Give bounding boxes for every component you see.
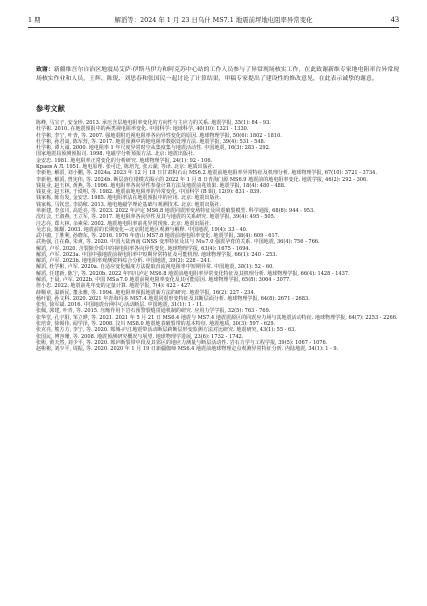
reference-entry: 薛顺章, 温新民, 董永雅, 等. 1994. 地电阻率预报地震新方法的研究. 地震学报, 16(2): 227 - 234. xyxy=(36,289,256,296)
reference-entry: 李新艳, 解滔, 曾宪伟, 等. 2024b. 断层溶位错模式揭示的 2022 年 1 月 8 日青海门源 MS6.9 地震前的地电阻率变化. 地震学报, 46(2): 292 - 306. xyxy=(36,176,368,183)
reference-entry: 李新艳, 解滔, 刘小鹏, 等. 2024a. 2023 年 12 月 18 日甘肃积石山 MS6.2 地震前地电阻率异常特征及机理分析. 地球物理学报, 67(10): 3721 - 3734. xyxy=(36,170,378,177)
acknowledgement-label: 致谢： xyxy=(36,66,54,73)
reference-entry: 钱家栋, 马钦忠, 李劭秾. 2013. 地电地磁学理论基础与观测技术. 北京: 地震出版社. xyxy=(36,201,222,208)
reference-entry: 张华堂, 孔宇阳, 邹立晔, 等. 2021. 2021 年 5 月 21 日 MS6.4 地震与 MS7.4 地震震源区的同震应力场与其地震活动特征. 地球物理学报, 64(7): 2253 - 2266. xyxy=(36,314,398,321)
reference-list xyxy=(36,120,399,352)
reference-entry: 解滔, 杜学彬, 卢军. 2020a. 自适应变化幅度方法提取直流视电阻率中短期异常. 中国地震, 38(1): 52 - 60. xyxy=(36,264,274,271)
reference-entry: 汪志亮, 郑大林, 余素荣. 2002. 地震地电阻率前兆异常现象. 北京: 地震出版社. xyxy=(36,220,212,227)
reference-entry: 吴忠良, 陈顒. 2003. 地震前的长期变化—北京附近地区观测与解释. 中国地震, 19(4): 33 - 40. xyxy=(36,226,248,233)
reference-entry: 解滔, 于晨, 卢军. 2022b. 中国 MS≥7.0 地震前视电阻率变化及其可能原因. 地球物理学报, 65(8): 3064 - 3077. xyxy=(36,277,291,284)
reference-entry: 解滔, 任建新, 陈宁, 等. 2020b. 2022 年四川泸定 MS6.8 地震前地电阻率异常变化特征及其机理分析. 地球物理学报, 66(4): 1428 - 1437. xyxy=(36,270,350,277)
page-header xyxy=(28,10,399,28)
reference-entry: 杜学彬, 孙君嵩, 陈军营, 等. 2017. 地震预测中的地电阻率数据处理方法. 地震学报, 39(4): 531 - 548. xyxy=(36,138,266,145)
reference-entry: 沈红会, 王淑燕, 王立军, 等. 2017. 地电阻率各向异性及其与地震的关系研究. 地震学报, 39(4): 495 - 505. xyxy=(36,214,276,221)
reference-entry: 杨叶银, 孙文科. 2020. 2021 年青海玛多 MS7.4 地震同震形变特征及其断层面分析. 地球物理学报, 64(8): 2671 - 2683. xyxy=(36,295,310,302)
reference-entry: 解滔, 卢军. 2020. 含裂隙介质中的视电阻率各向异性变化. 地球物理学报, 63(4): 1675 - 1694. xyxy=(36,245,251,252)
reference-entry: Крaев A Л. 1951. 地电原理. 张可迁, 陈培光, 张云湖, 等译. 北京: 地质出版社. xyxy=(36,163,215,170)
reference-entry: 张克亮, 熊方方, 李宁, 等. 2020. 郯城-庐江地震带活动断层跨断层形变监测方法对比研究. 地震研究, 43(1): 55 - 63. xyxy=(36,327,296,334)
page-number: 43 xyxy=(390,15,399,24)
reference-entry: 杜学彬. 2010. 在地震预报中的两类视电阻率变化. 中国科学: 地球科学, 40(10): 1321 - 1330. xyxy=(36,126,249,133)
reference-entry: 张培奇, 徐锡伟, 闻学泽, 等. 2008. 汶川 MS8.0 地震地表破裂带的基本特征. 地震地质, 30(3): 597 - 629. xyxy=(36,321,276,327)
acknowledgement-text: 新疆维吾尔自治区地震局艾萨·伊斯马伊力和阿克苏中心站的工作人员参与了异常现场核实工作，在此致谢新维专家地电阻率台异常现场核实作业和人员，王辉、陈锐、刘思春和张国民一起讨论了计算结果，审稿专家提出了建设性的修改意见，在此表示诚挚的谢意。 xyxy=(36,67,400,82)
reference-entry: 钱家栋, 陈有发, 金安忠. 1985. 地电阻率法在地震预报中的应用. 北京: 地震出版社. xyxy=(36,195,222,202)
reference-entry: 赵彬彬, 刘少平, 周振, 等. 2020. 2020 年 1 月 19 日新疆伽师 MS6.4 地震前地球物理定点观测异常特征分析. 内陆地震, 34(1): 1 - 9. xyxy=(36,346,339,353)
reference-entry: 杜学彬, 谭大诚. 2000. 地电阻率 1 年尺度异常时空从集度集与地震活动性. 中国地震, 16(3): 283 - 292. xyxy=(36,145,271,152)
reference-entry: 钱复业, 赵玉林, 黄燕, 等. 1996. 地电阻率各向异性参量计算方法及地震前兆效果. 地震学报, 18(4): 480 - 488. xyxy=(36,182,286,189)
reference-entry: 张佩, 郭建, 叶青, 等. 2015. 压缩作用下岩石预警裂缝贯通机制的研究. 应用力学学报, 32(5): 763 - 769. xyxy=(36,308,271,315)
references-heading: 参考文献 xyxy=(36,104,65,113)
reference-entry: 陈峰, 马宝子, 安金珍. 2013. 承压含层地电阻率变化的方向性与主应力的关系. 地震学报, 35(1): 84 - 93. xyxy=(36,120,271,126)
reference-entry: 张彬, 黄天然, 刘少平, 等. 2020. 郯庐断裂带中段及其邻区的地应力测量与断层活动性. 岩石力学与工程学报, 39(5): 1067 - 1076. xyxy=(36,339,328,346)
reference-entry: 金安忠. 1981. 地电阻率正常变化的分析研究. 地球物理学报, 24(1): 92 - 106. xyxy=(36,157,213,164)
reference-entry: 杜学彬, 李宁, 叶青, 等. 2007. 强地震附近视电阻率各向异性变化的原因. 地球物理学报, 50(6): 1802 - 1810. xyxy=(36,132,282,139)
reference-entry: 武艳强, 江在森, 朱爽, 等. 2020. 中国大陆西南 GNSS 变形特征及其与 M≥7.0 强震孕育的关系. 中国地震, 36(4): 756 - 766. xyxy=(36,239,320,246)
acknowledgement xyxy=(36,66,399,83)
reference-entry: 詹小忠. 2022. 地震前兆年变的定量计算. 地震学报, 7(4): 422 - 427. xyxy=(36,283,192,290)
reference-entry: 解滔, 卢军. 2023a. 中国中强地震前视电阻率中短期异常特征及可能机理. 地球物理学报, 66(1): 240 - 253. xyxy=(36,251,278,258)
running-title: 解滔等：2024 年 1 月 23 日乌什 MS7.1 地震前坪地电阻率异常变化 xyxy=(114,16,313,24)
reference-entry: 张恒, 徐军斌. 2016. 中国地震台网中心活动断层. 中国地震, 31(1): 1 - 11. xyxy=(36,302,204,309)
reference-entry: 钱复业, 赵玉林, 于谟明, 等. 1982. 地震前地电阻率的异常变化. 中国科学 (B 辑), 12(9): 831 - 839. xyxy=(36,189,262,196)
reference-entry: 单新建, 李彦川, 高廷亮, 等. 2023. 2022 年泸定 MS6.8 地震同震形变场特征及同震破裂模型. 科学通报, 68(8): 944 - 953. xyxy=(36,207,315,214)
reference-entry: 武中庸, 丁胜利, 孙晓东, 等. 2016. 1976 年唐山 MS7.8 地震前地电阻率变化. 地震学报, 38(4): 609 - 617. xyxy=(36,233,280,240)
issue-number: 1 期 xyxy=(28,16,41,24)
reference-entry: 国家地震局预测预报司. 1998. 电磁学分析预报方法. 北京: 地震出版社. xyxy=(36,151,195,158)
reference-entry: 解滔, 卢军. 2023b. 地电阻率观测资料综合分析. 中国地震, 39(2): 228 - 241. xyxy=(36,258,212,265)
reference-entry: 张国民, 傅容珊, 等. 2008. 地震预测研究概况与展望. 地球物理学进展, 23(6): 1732 - 1742. xyxy=(36,333,244,340)
